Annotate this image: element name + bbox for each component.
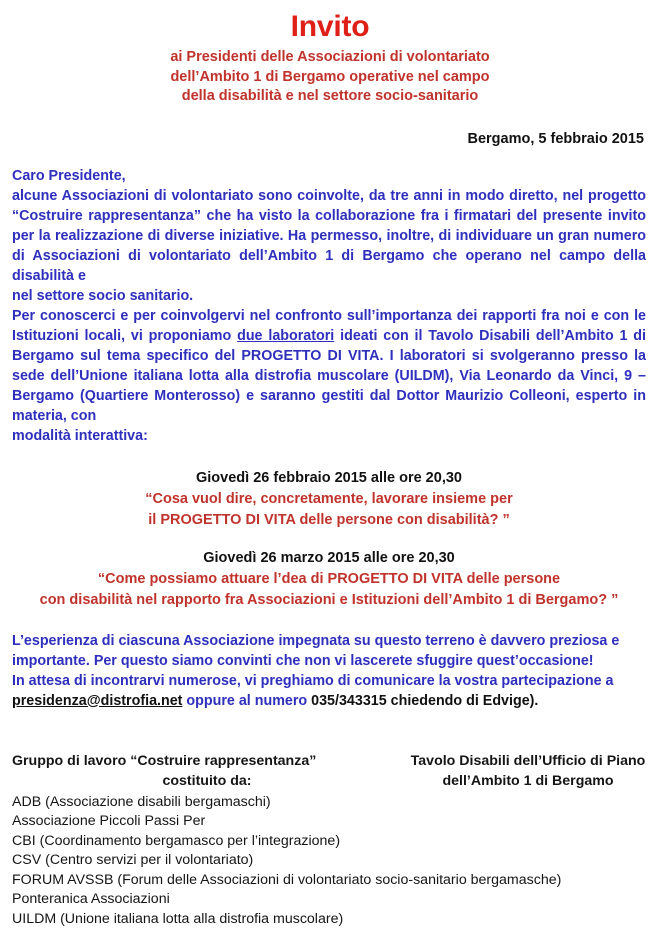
signature-footer (12, 751, 646, 929)
footer-right-column (402, 751, 646, 791)
paragraph-two (12, 306, 646, 426)
paragraph-two-last-line: modalità interattiva: (12, 426, 646, 446)
closing-block (12, 631, 646, 711)
paragraph-one: alcune Associazioni di volontariato sono coinvolte, da tre anni in modo diretto, nel progetto “Costruire rappresentanza” che ha visto la collaborazione fra i firmatari del presente invito per la realizzazione di diverse iniziative. Ha permesso, inoltre, di individuare un gran numero di Associazioni di volontariato dell’Ambito 1 di Bergamo che operano nel campo della disabilità e (12, 186, 646, 286)
event-1-quote-line-1: “Cosa vuol dire, concretamente, lavorare insieme per (12, 489, 646, 510)
paragraph-one-last-line: nel settore socio sanitario. (12, 286, 646, 306)
closing-line-1: L’esperienza di ciascuna Associazione impegnata su questo terreno è davvero preziosa e (12, 631, 646, 651)
event-2-quote-line-2: con disabilità nel rapporto fra Associazioni e Istituzioni dell’Ambito 1 di Bergamo? ” (12, 590, 646, 611)
event-2-quote (12, 569, 646, 611)
spacer-before-footer (0, 711, 660, 751)
event-block-2 (12, 548, 646, 611)
subtitle-line-1: ai Presidenti delle Associazioni di volontariato (0, 48, 660, 68)
subtitle-line-3: della disabilità e nel settore socio-sanitario (0, 87, 660, 107)
spacer-before-closing (0, 611, 660, 631)
event-2-quote-line-1: “Come possiamo attuare l’dea di PROGETTO DI VITA delle persone (12, 569, 646, 590)
list-item: ADB (Associazione disabili bergamaschi) (12, 793, 646, 813)
closing-line-2: importante. Per questo siamo convinti che non vi lascerete sfuggire quest’occasione! (12, 651, 646, 671)
footer-columns (12, 751, 646, 791)
subtitle-line-2: dell’Ambito 1 di Bergamo operative nel campo (0, 68, 660, 88)
letter-body (12, 166, 646, 446)
salutation: Caro Presidente, (12, 166, 646, 186)
list-item: Associazione Piccoli Passi Per (12, 812, 646, 832)
working-group-heading-line-1: Gruppo di lavoro “Costruire rappresentanza” (12, 751, 402, 771)
phone-number: 035/343315 chiedendo di Edvige). (311, 693, 538, 709)
list-item: CSV (Centro servizi per il volontariato) (12, 851, 646, 871)
page-subtitle (0, 48, 660, 107)
footer-left-column (12, 751, 402, 791)
invitation-document (0, 10, 660, 901)
member-association-list (12, 793, 646, 929)
list-item: UILDM (Unione italiana lotta alla distrofia muscolare) (12, 910, 646, 929)
due-laboratori-emphasis: due laboratori (237, 328, 334, 344)
page-title: Invito (0, 10, 660, 44)
contact-connector: oppure al numero (182, 693, 311, 709)
paragraph-two-part-b: ideati con il Tavolo Disabili dell’Ambito 1 di Bergamo sul tema specifico del PROGETTO DI VITA. I laboratori si svolgeranno presso la sede dell’Unione italiana lotta alla distrofia muscolare (UILDM), Via Leonardo da Vinci, 9 – Bergamo (Quartiere Monterosso) e saranno gestiti dal Dottor Maurizio Colleoni, esperto in materia, con (12, 328, 646, 424)
event-1-quote-line-2: il PROGETTO DI VITA delle persone con disabilità? ” (12, 510, 646, 531)
dateline: Bergamo, 5 febbraio 2015 (0, 130, 644, 148)
paragraph-two-part-a: Per conoscerci e per coinvolgervi nel confronto sull’importanza dei rapporti fra noi e con le Istituzioni locali, vi proponiamo (12, 308, 646, 344)
list-item: Ponteranica Associazioni (12, 890, 646, 910)
contact-line (12, 691, 646, 711)
list-item: FORUM AVSSB (Forum delle Associazioni di volontariato socio-sanitario bergamasche) (12, 871, 646, 891)
spacer-between-events (0, 531, 660, 548)
working-group-heading-line-2: costituito da: (12, 771, 402, 791)
tavolo-disabili-heading-line-1: Tavolo Disabili dell’Ufficio di Piano (410, 751, 646, 771)
email-link[interactable]: presidenza@distrofia.net (12, 693, 182, 709)
event-block-1 (12, 468, 646, 531)
tavolo-disabili-heading-line-2: dell’Ambito 1 di Bergamo (410, 771, 646, 791)
event-1-quote (12, 489, 646, 531)
spacer-before-events (0, 446, 660, 468)
event-1-date: Giovedì 26 febbraio 2015 alle ore 20,30 (12, 468, 646, 489)
list-item: CBI (Coordinamento bergamasco per l’integrazione) (12, 832, 646, 852)
closing-line-3: In attesa di incontrarvi numerose, vi preghiamo di comunicare la vostra partecipazione a (12, 671, 646, 691)
event-2-date: Giovedì 26 marzo 2015 alle ore 20,30 (12, 548, 646, 569)
